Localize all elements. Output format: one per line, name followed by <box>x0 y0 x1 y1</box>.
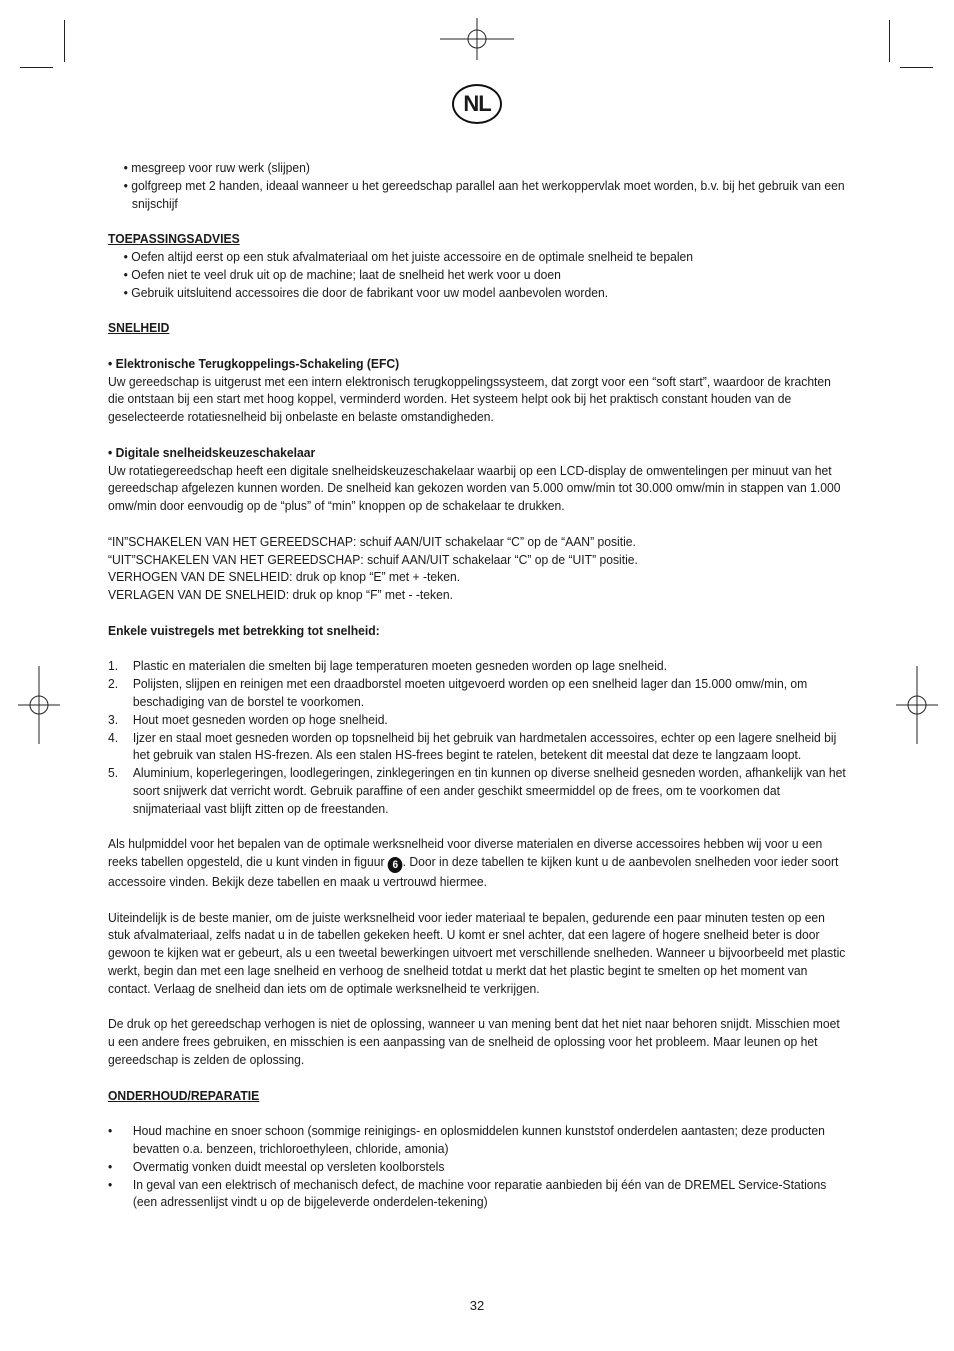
registration-mark-top <box>438 18 516 60</box>
figure-number-icon: 6 <box>388 857 403 873</box>
numbered-item: 5. Aluminium, koperlegeringen, loodlegeringen, zinklegeringen en tin kunnen op diverse snelheid gesneden worden, afhankelijk van het soort snijwerk dat verricht wordt. Gebruik paraffine of een ander geschikt smeermiddel op de frees, om te voorkomen dat snijmateriaal vast blijft zitten op de freestanden. <box>108 765 846 816</box>
page-number: 32 <box>469 1298 485 1313</box>
subsection-title: • Elektronische Terugkoppelings-Schakeling (EFC) <box>108 355 400 371</box>
crop-mark <box>889 20 890 62</box>
list-item: • mesgreep voor ruw werk (slijpen) <box>123 160 310 175</box>
list-item: • golfgreep met 2 handen, ideaal wanneer u het gereedschap parallel aan het werkoppervlak moet worden, b.v. bij het gebruik van een snijschijf <box>123 177 845 211</box>
instruction-line: “IN”SCHAKELEN VAN HET GEREEDSCHAP: schuif AAN/UIT schakelaar “C” op de “AAN” positie. <box>108 533 636 549</box>
numbered-item: 3. Hout moet gesneden worden op hoge snelheid. <box>108 711 388 727</box>
crop-mark <box>900 67 933 68</box>
list-item: • In geval van een elektrisch of mechanisch defect, de machine voor reparatie aanbieden bij één van de DREMEL Service-Stations (een adressenlijst vindt u op de bijgeleverde onderdelen-tekening) <box>108 1176 827 1210</box>
list-item: • Houd machine en snoer schoon (sommige reinigings- en oplosmiddelen kunnen kunststof onderdelen aantasten; deze producten bevatten o.a. benzeen, trichloroethyleen, chloride, amonia) <box>108 1123 825 1157</box>
subsection-title: • Digitale snelheidskeuzeschakelaar <box>108 444 316 460</box>
crop-mark <box>64 20 65 62</box>
document-body <box>108 159 850 1211</box>
section-heading: SNELHEID <box>108 320 170 336</box>
paragraph: Uw gereedschap is uitgerust met een intern elektronisch terugkoppelingssysteem, dat zorgt voor een “soft start”, waardoor de krachten die ontstaan bij een start met hoog koppel, verminderd worden. Het systeem helpt ook bij het praktisch constant houden van de geselecteerde rotatiesnelheid bij onbelaste en belaste omstandigheden. <box>108 373 831 425</box>
section-heading: ONDERHOUD/REPARATIE <box>108 1087 260 1103</box>
list-item: • Overmatig vonken duidt meestal op versleten koolborstels <box>108 1158 445 1174</box>
instruction-line: VERHOGEN VAN DE SNELHEID: druk op knop “E” met + -teken. <box>108 569 461 585</box>
numbered-item: 2. Polijsten, slijpen en reinigen met een draadborstel moeten uitgevoerd worden op een snelheid lager dan 15.000 omw/min, om beschadiging van de borstel te voorkomen. <box>108 676 808 709</box>
paragraph: Als hulpmiddel voor het bepalen van de optimale werksnelheid voor diverse materialen en diverse accessoires hebben wij voor u een reeks tabellen opgesteld, die u kunt vinden in figuur 6 . Door in deze tabellen te kijken kunt u de aanbevolen snelheden voor ieder soort accessoire vinden. Bekijk deze tabellen en maak u vertrouwd hiermee. <box>108 836 839 890</box>
section-heading: TOEPASSINGSADVIES <box>108 231 240 247</box>
instruction-line: “UIT”SCHAKELEN VAN HET GEREEDSCHAP: schuif AAN/UIT schakelaar “C” op de “UIT” positie. <box>108 551 638 567</box>
paragraph: Uiteindelijk is de beste manier, om de juiste werksnelheid voor ieder materiaal te bepalen, gedurende een paar minuten testen op een stuk afvalmateriaal, zelfs nadat u in de tabellen gekeken heeft. U komt er snel achter, dat een lagere of hogere snelheid beter is door gewoon te kijken wat er gebeurt, als u een tweetal bewerkingen uitvoert met verschillende snelheden. Wanneer u bijvoorbeeld met plastic werkt, begin dan met een lage snelheid en verhoog de snelheid totdat u merkt dat het plastic begint te smelten op het moment van contact. Verlaag de snelheid dan iets om de optimale werksnelheid te verkrijgen. <box>108 909 846 996</box>
registration-mark-left <box>18 666 60 744</box>
language-badge: NL <box>452 84 502 124</box>
paragraph: De druk op het gereedschap verhogen is niet de oplossing, wanneer u van mening bent dat het niet naar behoren snijdt. Misschien moet u een andere frees gebruiken, en misschien is een aanpassing van de snelheid de oplossing voor het probleem. Maar leunen op het gereedschap is zelden de oplossing. <box>108 1016 840 1068</box>
instruction-line: VERLAGEN VAN DE SNELHEID: druk op knop “F” met - -teken. <box>108 587 453 603</box>
subsection-title: Enkele vuistregels met betrekking tot snelheid: <box>108 622 380 638</box>
numbered-item: 4. Ijzer en staal moet gesneden worden op topsnelheid bij het gebruik van hardmetalen accessoires, echter op een lagere snelheid bij het gebruik van stalen HS-frezen. Als een stalen HS-frees begint te ratelen, betekent dit meestal dat deze te langzaam loopt. <box>108 729 837 763</box>
registration-mark-right <box>896 666 938 744</box>
list-item: • Oefen niet te veel druk uit op de machine; laat de snelheid het werk voor u doen <box>123 266 561 282</box>
list-item: • Oefen altijd eerst op een stuk afvalmateriaal om het juiste accessoire en de optimale snelheid te bepalen <box>123 248 694 264</box>
paragraph: Uw rotatiegereedschap heeft een digitale snelheidskeuzeschakelaar waarbij op een LCD-display de omwentelingen per minuut van het gereedschap afgelezen kunnen worden. De snelheid kan gekozen worden van 5.000 omw/min tot 30.000 omw/min in stappen van 1.000 omw/min door eenvoudig op de “plus” of “min” knoppen op de schakelaar te drukken. <box>108 462 841 514</box>
crop-mark <box>20 67 53 68</box>
list-item: • Gebruik uitsluitend accessoires die door de fabrikant voor uw model aanbevolen worden. <box>123 284 609 300</box>
numbered-item: 1. Plastic en materialen die smelten bij lage temperaturen moeten gesneden worden op lage snelheid. <box>108 658 668 674</box>
